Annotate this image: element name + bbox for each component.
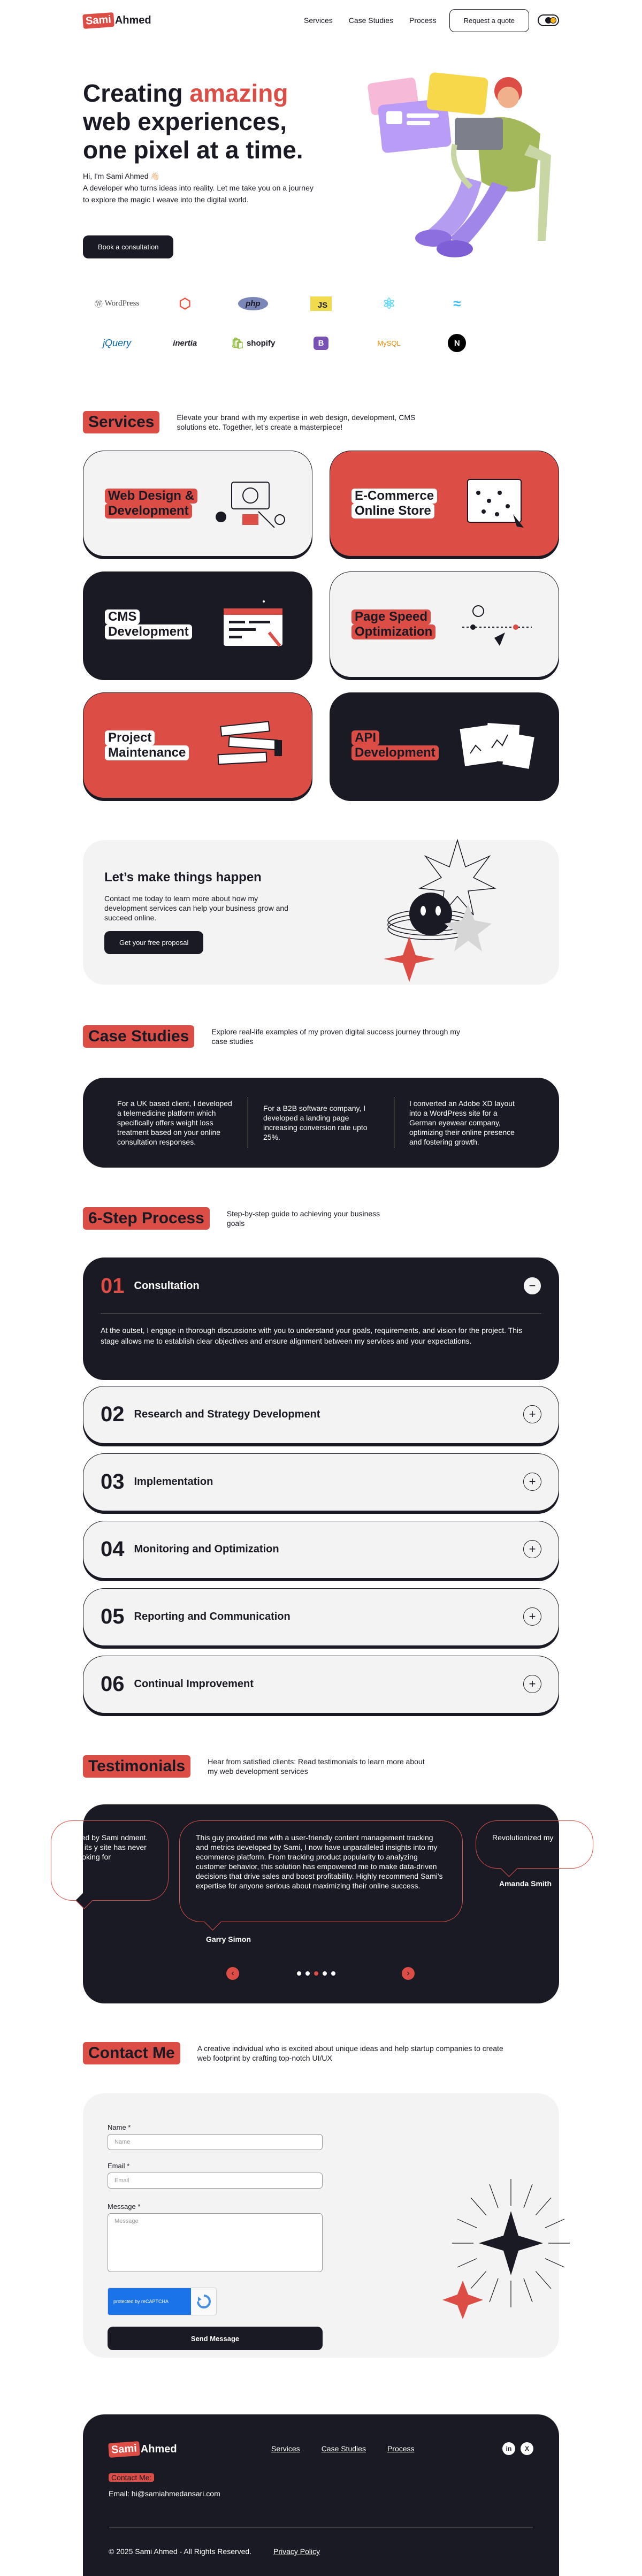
footer-links [271, 2444, 415, 2453]
testimonial-author-next: Amanda Smith [499, 1879, 552, 1888]
footer-contact-tag: Contact Me: [109, 2473, 154, 2482]
name-label: Name * [108, 2123, 131, 2131]
step-number: 06 [101, 1672, 125, 1696]
carousel-dot[interactable] [297, 1971, 301, 1976]
sun-icon [550, 17, 556, 24]
nav-link-services[interactable]: Services [304, 16, 333, 25]
expand-icon[interactable]: + [523, 1473, 541, 1491]
testimonial-bubble-next: Revolutionized my [476, 1820, 593, 1869]
step-title: Research and Strategy Development [134, 1408, 320, 1420]
expand-icon[interactable]: + [523, 1540, 541, 1558]
email-input[interactable]: Email [108, 2173, 323, 2189]
testimonial-bubble-prev: ovided by Sami ndment. With its y site has never re looking for [51, 1820, 169, 1901]
services-heading [83, 411, 433, 433]
maintenance-illustration [210, 716, 291, 775]
theme-toggle[interactable] [538, 14, 559, 26]
cms-illustration [210, 595, 291, 654]
prev-arrow-icon[interactable]: ‹ [226, 1967, 239, 1980]
testimonial-bubble-current: This guy provided me with a user-friendly content management tracking and metrics developed by Sami, I now have unparalleled insights into my ecommerce platform. From tracking product popularity to analyzing customer behavior, this solution has empowered me to make data-driven decisions that drive sales and boost profitability. Highly recommend Sami's expertise for anyone serious about maximizing their online success. [179, 1820, 463, 1922]
mysql-logo: MySQL [377, 339, 401, 347]
testimonials-tag: Testimonials [83, 1755, 190, 1778]
nextjs-logo [423, 333, 491, 353]
services-desc: Elevate your brand with my expertise in web design, development, CMS solutions etc. Together, let's create a masterpiece! [177, 413, 416, 431]
case-studies-heading [83, 1025, 468, 1048]
nav-link-process[interactable]: Process [409, 16, 437, 25]
ecommerce-illustration [457, 474, 537, 533]
logo-first: Sami [108, 2441, 140, 2458]
hero-title-part: Creating [83, 79, 190, 107]
testimonials-desc: Hear from satisfied clients: Read testimonials to learn more about my web development services [208, 1757, 425, 1775]
process-heading [83, 1207, 387, 1230]
service-label-line: Web Design & [105, 489, 197, 504]
inertia-logo: inertia [173, 338, 197, 348]
process-tag: 6-Step Process [83, 1207, 210, 1230]
jquery-logo: jQuery [103, 337, 132, 348]
request-quote-button[interactable]: Request a quote [449, 9, 529, 32]
service-card-page-speed[interactable] [330, 571, 559, 677]
hero-title-line2: web experiences, [83, 108, 287, 135]
step-title: Continual Improvement [134, 1678, 254, 1690]
case-studies-card [83, 1078, 559, 1168]
logo-first: Sami [82, 12, 114, 29]
message-label: Message * [108, 2202, 141, 2211]
step-header[interactable] [83, 1258, 559, 1314]
site-logo[interactable] [83, 13, 151, 28]
service-card-cms[interactable] [83, 571, 312, 677]
hero-greeting: Hi, I'm Sami Ahmed 👋🏻 [83, 172, 160, 180]
contact-desc: A creative individual who is excited about unique ideas and help startup companies to create web footprint by crafting top-notch UI/UX [197, 2044, 503, 2062]
api-illustration [457, 716, 537, 775]
php-logo [219, 293, 287, 314]
contact-card [83, 2093, 559, 2358]
page-speed-illustration [457, 595, 537, 654]
bootstrap-logo [287, 333, 355, 353]
cta-card [83, 840, 559, 985]
service-label-line: Online Store [351, 504, 434, 519]
contact-tag: Contact Me [83, 2042, 180, 2064]
service-label [351, 730, 439, 760]
site-footer [83, 2414, 559, 2576]
js-logo-text: JS [310, 296, 332, 311]
case-study-item: For a B2B software company, I developed a landing page increasing conversion rate upto 25%. [263, 1104, 368, 1141]
service-label-line: Project [105, 730, 155, 745]
web-design-illustration [210, 474, 291, 533]
service-label-line: Maintenance [105, 745, 189, 760]
shopify-logo-text: shopify [246, 338, 276, 348]
step-title: Implementation [134, 1475, 213, 1488]
bootstrap-logo-text: B [314, 337, 329, 350]
step-header[interactable] [83, 1454, 559, 1510]
case-studies-tag: Case Studies [83, 1025, 194, 1048]
cta-title: Let’s make things happen [104, 870, 262, 885]
hero-title [83, 79, 361, 164]
testimonials-heading [83, 1755, 432, 1778]
carousel-dots [297, 1971, 335, 1976]
step-title: Monitoring and Optimization [134, 1543, 279, 1555]
shopify-logo [219, 333, 287, 353]
empty-cell [491, 293, 559, 314]
process-step-05[interactable] [83, 1588, 559, 1646]
step-number: 01 [101, 1274, 125, 1298]
footer-link-services[interactable]: Services [271, 2444, 300, 2453]
service-card-web-design[interactable] [83, 451, 312, 557]
linkedin-icon[interactable]: in [502, 2442, 515, 2455]
testimonial-author: Garry Simon [206, 1935, 251, 1944]
top-nav [83, 7, 559, 33]
cta-text: Contact me today to learn more about how my development services can help your business grow and succeed online. [104, 894, 288, 922]
step-number: 05 [101, 1604, 125, 1628]
footer-link-case-studies[interactable]: Case Studies [321, 2444, 366, 2453]
carousel-dot[interactable] [331, 1971, 335, 1976]
tailwind-logo: ≈ [453, 295, 461, 311]
service-label [351, 489, 437, 519]
step-number: 04 [101, 1537, 125, 1561]
footer-email[interactable]: Email: hi@samiahmedansari.com [109, 2489, 220, 2498]
process-step-04[interactable] [83, 1521, 559, 1579]
step-header[interactable] [83, 1589, 559, 1644]
service-label [351, 609, 435, 639]
service-label-line: Optimization [351, 624, 435, 639]
step-header[interactable] [83, 1386, 559, 1442]
send-message-button[interactable]: Send Message [108, 2327, 323, 2350]
hero-title-accent: amazing [189, 79, 288, 107]
service-label [105, 730, 189, 760]
hero-illustration [348, 64, 567, 262]
shopify-bag-icon: 🛍 [231, 337, 244, 349]
step-number: 02 [101, 1402, 125, 1426]
javascript-logo [287, 293, 355, 314]
privacy-policy-link[interactable]: Privacy Policy [273, 2547, 320, 2556]
service-label-line: Development [105, 624, 192, 639]
email-label: Email * [108, 2162, 130, 2170]
service-label-line: E-Commerce [351, 489, 437, 504]
nextjs-logo-text: N [448, 334, 466, 352]
case-study-item: I converted an Adobe XD layout into a WordPress site for a German eyewear company, optimizing their online presence and fostering growth. [409, 1099, 515, 1146]
service-label-line: Development [105, 504, 192, 519]
next-arrow-icon[interactable]: › [402, 1967, 415, 1980]
wordpress-logo: Ⓦ WordPress [94, 299, 140, 309]
service-card-maintenance[interactable] [83, 692, 312, 798]
nav-links [304, 16, 437, 25]
expand-icon[interactable]: + [523, 1405, 541, 1423]
hero-intro [83, 170, 318, 205]
recaptcha-text: protected by reCAPTCHA [108, 2288, 191, 2315]
process-step-02[interactable] [83, 1386, 559, 1444]
wordpress-logo-text: WordPress [104, 299, 140, 308]
hero-intro-text: A developer who turns ideas into reality. Let me take you on a journey to explore the magic I weave into the digital world. [83, 184, 314, 204]
service-label-line: Page Speed [351, 609, 431, 624]
case-study-item: For a UK based client, I developed a telemedicine platform which specifically offers weight loss treatment based on your online consultation responses. [117, 1099, 232, 1146]
step-body: At the outset, I engage in thorough discussions with you to understand your goals, requirements, and vision for the project. This stage allows me to establish clear objectives and ensure alignment between my services and your expectations. [101, 1326, 523, 1345]
recaptcha-icon [191, 2288, 216, 2315]
service-label [105, 489, 197, 519]
step-title: Reporting and Communication [134, 1610, 291, 1622]
process-step-03[interactable] [83, 1453, 559, 1511]
process-step-06[interactable] [83, 1656, 559, 1713]
service-label-line: Development [351, 745, 439, 760]
service-card-ecommerce[interactable] [330, 451, 559, 557]
footer-logo[interactable] [109, 2442, 177, 2457]
step-header[interactable] [83, 1656, 559, 1712]
service-label [105, 609, 192, 639]
service-label-line: CMS [105, 609, 140, 624]
expand-icon[interactable]: + [523, 1607, 541, 1626]
testimonials-carousel [67, 1804, 559, 2003]
contact-illustration [436, 2174, 575, 2345]
carousel-dot[interactable] [305, 1971, 310, 1976]
step-header[interactable] [83, 1521, 559, 1577]
laravel-logo: ⬡ [179, 295, 192, 311]
name-input[interactable]: Name [108, 2134, 323, 2150]
process-step-01 [83, 1257, 559, 1377]
message-textarea[interactable]: Message [108, 2213, 323, 2272]
process-desc: Step-by-step guide to achieving your business goals [226, 1209, 380, 1228]
x-icon[interactable]: X [521, 2442, 533, 2455]
logo-last: Ahmed [114, 14, 151, 26]
expand-icon[interactable]: + [523, 1675, 541, 1693]
service-card-api[interactable] [330, 692, 559, 798]
footer-link-process[interactable]: Process [387, 2444, 415, 2453]
hero-title-line3: one pixel at a time. [83, 136, 303, 164]
social-links [502, 2442, 533, 2455]
carousel-dot[interactable] [323, 1971, 327, 1976]
nav-link-case-studies[interactable]: Case Studies [348, 16, 394, 25]
recaptcha-widget[interactable] [108, 2288, 217, 2315]
react-logo: ⚛ [382, 295, 396, 312]
logo-last: Ahmed [140, 2443, 177, 2455]
step-title: Consultation [134, 1279, 200, 1292]
services-tag: Services [83, 411, 159, 433]
case-studies-desc: Explore real-life examples of my proven digital success journey through my case studies [211, 1027, 460, 1046]
contact-heading [83, 2042, 508, 2064]
service-label-line: API [351, 730, 379, 745]
collapse-icon[interactable]: − [523, 1277, 541, 1295]
cta-illustration [334, 835, 548, 995]
free-proposal-button[interactable]: Get your free proposal [104, 931, 203, 954]
php-logo-text: php [238, 297, 268, 310]
carousel-dot-active[interactable] [314, 1971, 318, 1976]
step-number: 03 [101, 1469, 125, 1493]
tech-logos [83, 293, 559, 353]
book-consultation-button[interactable]: Book a consultation [83, 235, 173, 258]
footer-copyright: © 2025 Sami Ahmed - All Rights Reserved. [109, 2547, 252, 2556]
